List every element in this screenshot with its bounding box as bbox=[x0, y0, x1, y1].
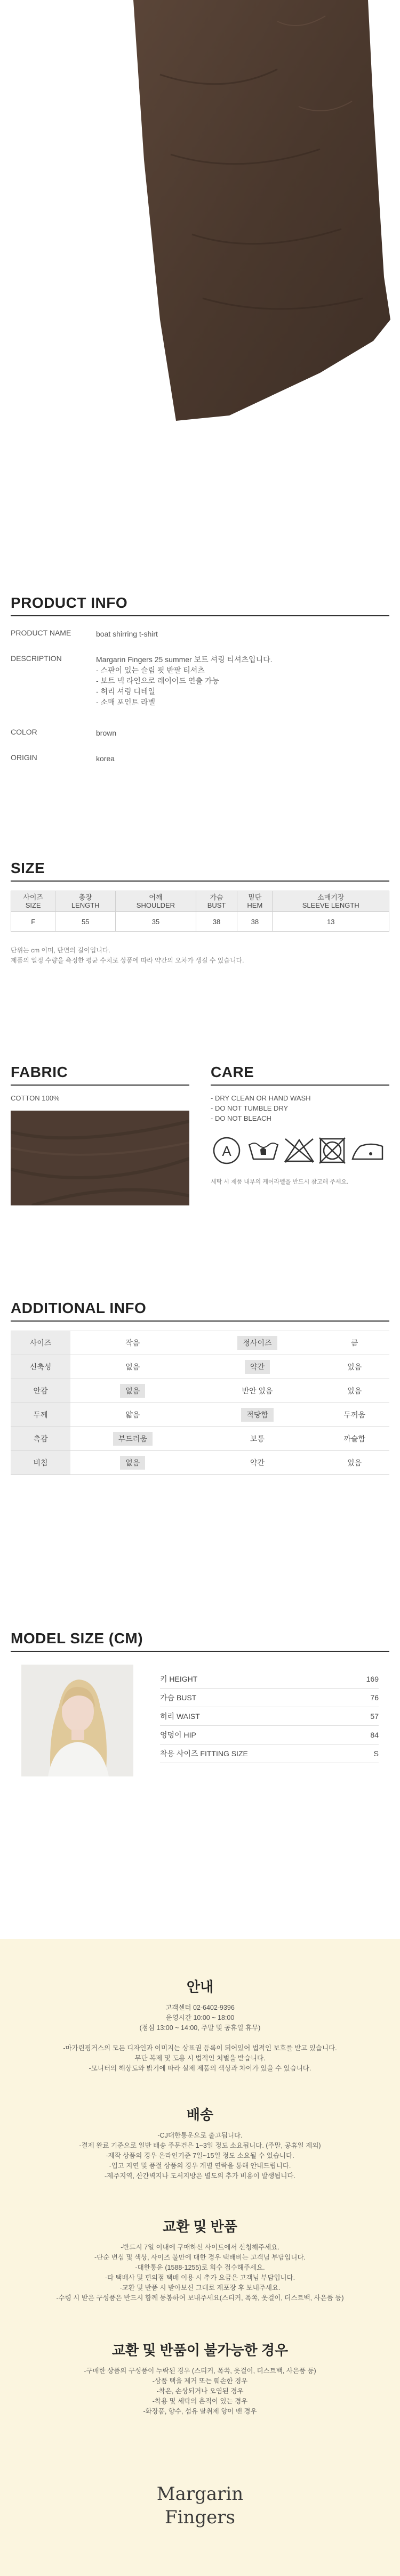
divider bbox=[11, 615, 389, 616]
table-cell: 작음 bbox=[70, 1331, 195, 1355]
size-cell: 35 bbox=[116, 912, 196, 932]
table-row bbox=[11, 1451, 389, 1475]
table-cell bbox=[70, 1427, 195, 1451]
size-table bbox=[11, 891, 389, 932]
guide-text: 고객센터 02-6402-9396 운영시간 10:00 ~ 18:00 (점심 13:00 ~ 14:00, 주말 및 공휴일 휴무) -마가린핑거스의 모든 디자인과 이미지는 상표권 등록이 되어있어 법적인 보호를 받고 있습니다. 무단 복제 및 도용 시 법적인 처벌을 받습니다. -모니터의 해상도와 밝기에 따라 실제 제품의 색상과 차이가 있을 수 있습니다. bbox=[63, 2004, 337, 2072]
divider bbox=[11, 1320, 389, 1322]
table-cell: 있음 bbox=[319, 1379, 389, 1403]
list-item: 키 HEIGHT 169 bbox=[160, 1670, 379, 1689]
table-cell: 반안 있음 bbox=[195, 1379, 320, 1403]
care-line: - DRY CLEAN OR HAND WASH bbox=[211, 1094, 311, 1102]
selected-pill: 정사이즈 bbox=[237, 1336, 277, 1350]
list-item: 엉덩이 HIP 84 bbox=[160, 1726, 379, 1744]
notice-panel bbox=[0, 1939, 400, 2576]
size-header-cell: 사이즈 SIZE bbox=[11, 891, 55, 912]
size-cell: 13 bbox=[273, 912, 389, 932]
size-title: SIZE bbox=[11, 860, 45, 876]
row-label: 사이즈 bbox=[11, 1331, 70, 1355]
dry-clean-icon bbox=[214, 1138, 239, 1163]
selected-pill: 적당함 bbox=[241, 1408, 274, 1422]
hero-product-photo bbox=[0, 0, 400, 538]
list-item: 허리 WAIST 57 bbox=[160, 1707, 379, 1726]
info-label: PRODUCT NAME bbox=[11, 629, 71, 637]
fabric-swatch bbox=[11, 1111, 189, 1205]
guide-title: 안내 bbox=[186, 1979, 214, 1995]
size-cell: 38 bbox=[237, 912, 273, 932]
size-table-header bbox=[11, 891, 389, 912]
selected-pill: 약간 bbox=[245, 1360, 270, 1374]
selected-pill: 없음 bbox=[120, 1456, 145, 1470]
list-item: 착용 사이즈 FITTING SIZE S bbox=[160, 1744, 379, 1763]
table-row bbox=[11, 1403, 389, 1427]
garment-image bbox=[0, 0, 400, 538]
divider bbox=[11, 1085, 189, 1086]
model-portrait bbox=[21, 1665, 133, 1776]
table-cell: 보통 bbox=[195, 1427, 320, 1451]
table-row bbox=[11, 1331, 389, 1355]
table-cell: 약간 bbox=[195, 1451, 320, 1475]
info-label: ORIGIN bbox=[11, 753, 37, 762]
care-title: CARE bbox=[211, 1064, 254, 1080]
table-cell: 얇음 bbox=[70, 1403, 195, 1427]
table-cell: 큼 bbox=[319, 1331, 389, 1355]
do-not-tumble-dry-icon bbox=[319, 1138, 345, 1163]
delivery-title: 배송 bbox=[186, 2107, 214, 2123]
table-row bbox=[11, 1427, 389, 1451]
size-notes bbox=[11, 945, 244, 966]
list-item: 가슴 BUST 76 bbox=[160, 1689, 379, 1707]
row-label: 두께 bbox=[11, 1403, 70, 1427]
product-info-title: PRODUCT INFO bbox=[11, 594, 128, 611]
description-line: - 소매 포인트 라벨 bbox=[96, 698, 155, 706]
table-row bbox=[11, 1355, 389, 1379]
do-not-bleach-icon bbox=[285, 1139, 313, 1162]
row-label: 비침 bbox=[11, 1451, 70, 1475]
size-cell: 55 bbox=[55, 912, 116, 932]
table-cell bbox=[70, 1451, 195, 1475]
table-cell: 있음 bbox=[319, 1355, 389, 1379]
additional-info-title: ADDITIONAL INFO bbox=[11, 1300, 147, 1316]
svg-text:A: A bbox=[222, 1143, 231, 1159]
description-block bbox=[96, 654, 273, 707]
selected-pill: 없음 bbox=[120, 1384, 145, 1398]
table-cell bbox=[195, 1331, 320, 1355]
info-value: brown bbox=[96, 729, 117, 737]
selected-pill: 부드러움 bbox=[113, 1432, 153, 1446]
divider bbox=[211, 1085, 389, 1086]
fabric-texture bbox=[11, 1111, 189, 1205]
table-cell: 없음 bbox=[70, 1355, 195, 1379]
description-line: - 보트 넥 라인으로 레이어드 연출 가능 bbox=[96, 676, 219, 685]
description-line: - 허리 셔링 디테일 bbox=[96, 687, 155, 696]
info-label: DESCRIPTION bbox=[11, 654, 62, 663]
delivery-text: -CJ대한통운으로 출고됩니다. -결제 완료 기준으로 일반 배송 주문건은 1~3일 정도 소요됩니다. (주말, 공휴일 제외) -제작 상품의 경우 온라인기준 7일~15일 정도 소요될 수 있습니다. -입고 지연 및 품절 상품의 경우 개별 연락을 통해 안내드립니다. -제주지역, 산간벽지나 도서지방은 별도의 추가 비용이 발생됩니다. bbox=[79, 2132, 321, 2180]
info-value: boat shirring t-shirt bbox=[96, 630, 158, 638]
description-line: - 스판이 있는 슬림 핏 반팔 티셔츠 bbox=[96, 666, 205, 674]
iron-low-icon bbox=[353, 1144, 382, 1159]
row-label: 촉감 bbox=[11, 1427, 70, 1451]
care-instructions bbox=[211, 1093, 311, 1123]
no-return-title: 교환 및 반품이 불가능한 경우 bbox=[111, 2342, 289, 2358]
no-return-text: -구매한 상품의 구성품이 누락된 경우 (스티커, 폭쪽, 옷걸이, 더스트백, 사은품 등) -상품 택을 제거 또는 훼손한 경우 -착은, 손상되거나 오염된 경우 -착용 및 세탁의 흔적이 있는 경우 -화장품, 향수, 섬유 탈취제 향이 밴 경우 bbox=[84, 2367, 316, 2415]
size-header-cell: 총장 LENGTH bbox=[55, 891, 116, 912]
table-cell bbox=[195, 1355, 320, 1379]
row-label: 신축성 bbox=[11, 1355, 70, 1379]
size-note: 단위는 cm 이며, 단면의 길이입니다. bbox=[11, 947, 110, 954]
info-label: COLOR bbox=[11, 728, 37, 736]
description-line: Margarin Fingers 25 summer 보트 셔링 티셔츠입니다. bbox=[96, 655, 273, 664]
row-label: 안감 bbox=[11, 1379, 70, 1403]
fabric-title: FABRIC bbox=[11, 1064, 68, 1080]
brand-logo: Margarin Fingers bbox=[156, 2483, 244, 2528]
divider bbox=[11, 881, 389, 882]
care-note: 세탁 시 제품 내부의 케어라벨을 반드시 참고해 주세요. bbox=[211, 1179, 349, 1185]
size-header-cell: 밑단 HEM bbox=[237, 891, 273, 912]
info-value: korea bbox=[96, 754, 115, 763]
model-photo bbox=[21, 1665, 133, 1776]
exchange-text: -반드시 7일 이내에 구매하신 사이트에서 신청해주세요. -단순 변심 및 색상, 사이즈 불만에 대한 경우 택배비는 고객님 부담입니다. -대한통운 (1588-1255)로 회수 접수해주세요. -타 택배사 및 편의점 택배 이용 시 추가 요금은 고객님 부담입니다. -교환 및 반품 시 받아보신 그대로 재포장 후 보내주세요. -수령 시 받은 구성품은 반드시 함께 동봉하여 보내주세요(스티커, 폭쪽, 옷걸이, 더스트백, 사은품 등) bbox=[56, 2244, 344, 2302]
size-header-cell: 가슴 BUST bbox=[196, 891, 237, 912]
divider bbox=[11, 1651, 389, 1652]
size-note: 제품의 일정 수량을 측정한 평균 수치로 상품에 따라 약간의 오차가 생길 수 있습니다. bbox=[11, 957, 244, 964]
table-cell: 두꺼움 bbox=[319, 1403, 389, 1427]
size-table-row bbox=[11, 912, 389, 932]
table-cell: 까슬함 bbox=[319, 1427, 389, 1451]
model-measurements bbox=[160, 1670, 379, 1763]
model-size-title: MODEL SIZE (CM) bbox=[11, 1630, 143, 1646]
size-cell: 38 bbox=[196, 912, 237, 932]
size-header-cell: 소매기장 SLEEVE LENGTH bbox=[273, 891, 389, 912]
size-header-cell: 어깨 SHOULDER bbox=[116, 891, 196, 912]
care-line: - DO NOT TUMBLE DRY bbox=[211, 1104, 289, 1112]
care-line: - DO NOT BLEACH bbox=[211, 1114, 271, 1122]
exchange-title: 교환 및 반품 bbox=[162, 2219, 238, 2235]
care-icons bbox=[211, 1134, 389, 1168]
size-cell: F bbox=[11, 912, 55, 932]
additional-info-table bbox=[11, 1331, 389, 1475]
table-cell: 있음 bbox=[319, 1451, 389, 1475]
hand-wash-icon bbox=[249, 1143, 278, 1159]
table-cell bbox=[195, 1403, 320, 1427]
fabric-composition: COTTON 100% bbox=[11, 1094, 60, 1102]
table-cell bbox=[70, 1379, 195, 1403]
table-row bbox=[11, 1379, 389, 1403]
